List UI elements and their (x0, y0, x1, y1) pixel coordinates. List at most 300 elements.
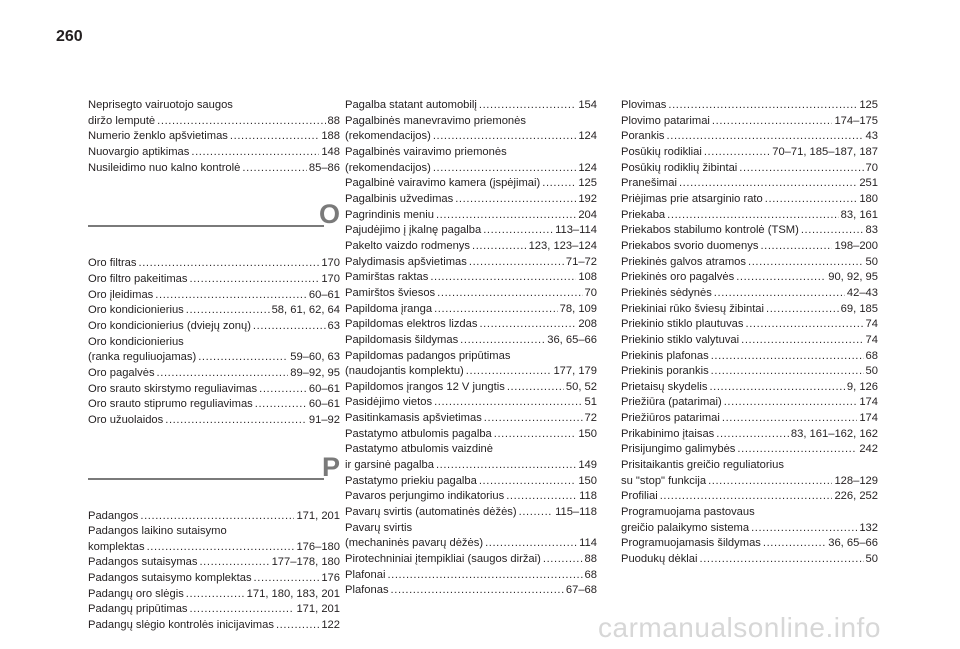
index-entry (88, 335, 340, 351)
entry-text: Priežiūros patarimai (621, 412, 720, 425)
page-reference: 67–68 (565, 584, 597, 597)
dot-leader (679, 176, 857, 192)
page-reference: 115–118 (555, 506, 597, 519)
entry-text: Pastatymo atbulomis pagalba (345, 427, 492, 440)
page-reference: 51 (584, 396, 597, 409)
entry-text: Papildoma įranga (345, 302, 433, 315)
page-reference: 150 (578, 474, 597, 487)
index-entry (621, 161, 878, 177)
index-column-3 (621, 98, 878, 568)
index-entry (621, 442, 878, 458)
dot-leader (712, 114, 833, 130)
entry-text: Pajudėjimo į įkalnę pagalba (345, 224, 482, 237)
page-reference: 88 (327, 114, 340, 127)
index-entry (345, 536, 597, 552)
index-entry (345, 552, 597, 568)
index-entry (621, 458, 878, 474)
entry-text: Priekabos svorio duomenys (621, 239, 759, 252)
section-divider (88, 478, 324, 480)
index-entry (88, 350, 340, 366)
page-reference: 69, 185 (840, 302, 878, 315)
dot-leader (746, 317, 864, 333)
entry-text: Numerio ženklo apšvietimas (88, 130, 228, 143)
dot-leader (186, 587, 245, 603)
entry-text: Pastatymo atbulomis vaizdinė (345, 443, 493, 456)
index-entry (345, 114, 597, 130)
entry-text: Oro užuolaidos (88, 413, 164, 426)
entry-text: Plafonas (345, 584, 389, 597)
page-reference: 63 (327, 319, 340, 332)
page-reference: 70–71, 185–187, 187 (772, 145, 878, 158)
dot-leader (668, 98, 857, 114)
entry-text: Pamirštos šviesos (345, 286, 436, 299)
entry-text: Pagalbinis užvedimas (345, 192, 454, 205)
index-entry (345, 583, 597, 599)
page-reference: 60–61 (308, 288, 340, 301)
index-entry (345, 176, 597, 192)
index-entry (88, 524, 340, 540)
entry-text: Priekaba (621, 208, 666, 221)
index-entry (345, 474, 597, 490)
page-reference: 70 (865, 161, 878, 174)
entry-text: Priekinis porankis (621, 365, 709, 378)
dot-leader (724, 395, 858, 411)
entry-text: Oro įleidimas (88, 288, 154, 301)
entry-text: (ranka reguliuojamas) (88, 351, 197, 364)
index-entry (345, 239, 597, 255)
page-reference: 177–178, 180 (271, 556, 340, 569)
page-reference: 242 (859, 443, 878, 456)
dot-leader (276, 618, 319, 634)
entry-text: diržo lemputė (88, 114, 156, 127)
page-reference: 176–180 (296, 540, 340, 553)
entry-text: Pasitinkamasis apšvietimas (345, 412, 482, 425)
page-reference: 150 (578, 427, 597, 440)
entry-text: Oro kondicionierius (88, 335, 184, 348)
dot-leader (479, 98, 576, 114)
entry-text: Priežiūra (patarimai) (621, 396, 722, 409)
index-entry (621, 521, 878, 537)
index-entry (88, 602, 340, 618)
entry-text: su "stop" funkcija (621, 474, 707, 487)
index-entry (345, 505, 597, 521)
entry-text: Pavarų svirtis (345, 521, 413, 534)
index-entry (88, 303, 340, 319)
dot-leader (485, 536, 577, 552)
index-entry (345, 208, 597, 224)
page-reference: 9, 126 (846, 380, 878, 393)
entry-text: Posūkių rodikliai (621, 145, 702, 158)
entry-text: Pasidėjimo vietos (345, 396, 433, 409)
page-reference: 36, 65–66 (828, 537, 878, 550)
entry-text: Prikabinimo įtaisas (621, 427, 715, 440)
index-entry (345, 129, 597, 145)
dot-leader (483, 223, 553, 239)
dot-leader (748, 255, 864, 271)
index-entry (621, 552, 878, 568)
dot-leader (189, 272, 319, 288)
entry-text: Profiliai (621, 490, 658, 503)
index-entry (621, 255, 878, 271)
dot-leader (716, 427, 789, 443)
page-reference: 132 (859, 521, 878, 534)
index-entry (621, 114, 878, 130)
index-entry (621, 349, 878, 365)
index-entry (621, 427, 878, 443)
dot-leader (255, 397, 307, 413)
index-entry (345, 161, 597, 177)
page-reference: 83, 161–162, 162 (790, 427, 878, 440)
dot-leader (751, 521, 857, 537)
page-reference: 108 (578, 271, 597, 284)
index-entry (88, 555, 340, 571)
entry-text: Priekinės oro pagalvės (621, 271, 735, 284)
entry-text: Porankis (621, 130, 665, 143)
entry-text: (mechaninės pavarų dėžės) (345, 537, 484, 550)
dot-leader (157, 366, 289, 382)
page-reference: 50, 52 (565, 380, 597, 393)
index-entry (621, 395, 878, 411)
page-reference: 118 (579, 490, 597, 503)
dot-leader (484, 411, 583, 427)
dot-leader (660, 489, 833, 505)
entry-text: Plafonai (345, 568, 386, 581)
dot-leader (140, 509, 294, 525)
index-entry (621, 286, 878, 302)
index-entry (621, 270, 878, 286)
page-reference: 68 (865, 349, 878, 362)
page-reference: 148 (321, 145, 340, 158)
page-reference: 176 (321, 572, 340, 585)
entry-text: Prisitaikantis greičio reguliatorius (621, 459, 784, 472)
dot-leader (479, 317, 576, 333)
entry-text: Pranešimai (621, 177, 677, 190)
entry-text: Pagalbinės vairavimo priemonės (345, 145, 507, 158)
dot-leader (506, 489, 577, 505)
index-entry (88, 571, 340, 587)
entry-text: ir garsinė pagalba (345, 459, 434, 472)
page-reference: 70 (584, 286, 597, 299)
entry-text: Pagalba statant automobilį (345, 99, 477, 111)
dot-leader (739, 161, 863, 177)
index-entry (88, 161, 340, 177)
section-letter: P (321, 451, 340, 482)
entry-text: komplektas (88, 540, 145, 553)
entry-text: Pavarų svirtis (automatinės dėžės) (345, 506, 517, 519)
index-entry (621, 98, 878, 114)
page-reference: 71–72 (565, 255, 597, 268)
index-entry (345, 458, 597, 474)
index-column-1 (88, 98, 340, 634)
dot-leader (507, 380, 564, 396)
section-header (88, 450, 340, 496)
dot-leader (155, 288, 307, 304)
dot-leader (186, 303, 270, 319)
index-entry (345, 286, 597, 302)
page-reference: 36, 65–66 (547, 333, 597, 346)
dot-leader (667, 129, 864, 145)
entry-text: Prisijungimo galimybės (621, 443, 736, 456)
index-entry (621, 192, 878, 208)
entry-text: Prietaisų skydelis (621, 380, 708, 393)
dot-leader (472, 239, 527, 255)
dot-leader (766, 302, 839, 318)
index-entry (621, 317, 878, 333)
index-entry (345, 192, 597, 208)
entry-text: Priekinio stiklo plautuvas (621, 318, 744, 331)
page-reference: 68 (584, 568, 597, 581)
entry-text: Nusileidimo nuo kalno kontrolė (88, 161, 241, 174)
index-entry (621, 129, 878, 145)
entry-text: Pagalbinė vairavimo kamera (įspėjimai) (345, 177, 541, 190)
index-entry (88, 114, 340, 130)
page-reference: 154 (578, 99, 597, 111)
page-reference: 198–200 (834, 239, 878, 252)
index-entry (345, 568, 597, 584)
index-entry (88, 587, 340, 603)
page-reference: 60–61 (308, 398, 340, 411)
dot-leader (242, 161, 307, 177)
page-reference: 58, 61, 62, 64 (271, 304, 340, 317)
dot-leader (479, 474, 576, 490)
dot-leader (191, 145, 319, 161)
index-entry (88, 366, 340, 382)
entry-text: Pastatymo priekiu pagalba (345, 474, 477, 487)
index-entry (345, 349, 597, 365)
index-entry (88, 145, 340, 161)
entry-text: Padangų oro slėgis (88, 587, 184, 600)
page-reference: 59–60, 63 (290, 351, 340, 364)
entry-text: (rekomendacijos) (345, 130, 431, 143)
index-entry (345, 521, 597, 537)
dot-leader (165, 413, 307, 429)
entry-text: Neprisegto vairuotojo saugos (88, 99, 233, 111)
entry-text: Priekabos stabilumo kontrolė (TSM) (621, 224, 799, 237)
index-entry (345, 442, 597, 458)
page-reference: 89–92, 95 (290, 366, 340, 379)
dot-leader (711, 349, 864, 365)
page-reference: 171, 180, 183, 201 (246, 587, 340, 600)
entry-text: Plovimas (621, 99, 667, 111)
entry-text: (rekomendacijos) (345, 161, 431, 174)
entry-text: Oro srauto skirstymo reguliavimas (88, 382, 258, 395)
entry-text: Papildomas elektros lizdas (345, 318, 478, 331)
index-entry (345, 270, 597, 286)
dot-leader (704, 145, 770, 161)
index-column-2 (345, 98, 597, 599)
index-entry (345, 145, 597, 161)
entry-text: Plovimo patarimai (621, 114, 710, 127)
index-entry (88, 272, 340, 288)
entry-text: Papildomasis šildymas (345, 333, 459, 346)
dot-leader (543, 552, 583, 568)
index-entry (88, 397, 340, 413)
dot-leader (199, 555, 269, 571)
index-entry (621, 536, 878, 552)
index-entry (345, 255, 597, 271)
page-reference: 174 (859, 396, 878, 409)
index-entry (621, 333, 878, 349)
page-reference: 180 (859, 192, 878, 205)
page-reference: 177, 179 (553, 365, 597, 378)
dot-leader (466, 364, 552, 380)
entry-text: Posūkių rodiklių žibintai (621, 161, 738, 174)
page-reference: 50 (865, 255, 878, 268)
dot-leader (436, 458, 576, 474)
dot-leader (469, 255, 564, 271)
page-reference: 88 (584, 553, 597, 566)
entry-text: Padangos (88, 509, 139, 522)
entry-text: Pavaros perjungimo indikatorius (345, 490, 505, 503)
index-entry (345, 302, 597, 318)
page-reference: 125 (859, 99, 878, 111)
page-reference: 90, 92, 95 (828, 271, 878, 284)
index-entry (345, 489, 597, 505)
dot-leader (157, 114, 325, 130)
dot-leader (667, 208, 839, 224)
page-reference: 170 (321, 272, 340, 285)
index-entry (345, 223, 597, 239)
dot-leader (542, 176, 576, 192)
dot-leader (433, 129, 577, 145)
page-reference: 124 (578, 130, 597, 143)
index-entry (621, 411, 878, 427)
entry-text: Priekinis plafonas (621, 349, 709, 362)
index-entry (88, 413, 340, 429)
dot-leader (700, 552, 864, 568)
dot-leader (433, 161, 577, 177)
index-entry (345, 411, 597, 427)
dot-leader (434, 395, 582, 411)
page-reference: 114 (579, 537, 597, 550)
index-entry (345, 427, 597, 443)
section-divider (88, 225, 324, 227)
dot-leader (708, 474, 832, 490)
page-reference: 174–175 (834, 114, 878, 127)
index-entry (621, 505, 878, 521)
dot-leader (259, 382, 307, 398)
dot-leader (391, 583, 564, 599)
entry-text: Priekinio stiklo valytuvai (621, 333, 740, 346)
page-reference: 50 (865, 365, 878, 378)
index-entry (621, 302, 878, 318)
entry-text: Oro srauto stiprumo reguliavimas (88, 398, 253, 411)
page-reference: 83, 161 (840, 208, 878, 221)
page-reference: 171, 201 (296, 603, 340, 616)
entry-text: Papildomas padangos pripūtimas (345, 349, 511, 362)
dot-leader (430, 270, 576, 286)
index-entry (345, 333, 597, 349)
page-reference: 174 (859, 412, 878, 425)
entry-text: Oro filtro pakeitimas (88, 272, 188, 285)
page-reference: 123, 123–124 (528, 239, 597, 252)
page-reference: 72 (584, 412, 597, 425)
page-reference: 42–43 (846, 286, 878, 299)
index-entry (621, 223, 878, 239)
index-entry (345, 395, 597, 411)
page-reference: 74 (865, 318, 878, 331)
watermark-text: carmanualsonline.info (598, 612, 881, 643)
entry-text: Papildomos įrangos 12 V jungtis (345, 380, 505, 393)
page-reference: 128–129 (834, 474, 878, 487)
page-reference: 124 (578, 161, 597, 174)
entry-text: (naudojantis komplektu) (345, 365, 464, 378)
page-reference: 208 (578, 318, 597, 331)
entry-text: Oro filtras (88, 257, 137, 270)
entry-text: Pagalbinės manevravimo priemonės (345, 114, 526, 127)
entry-text: Pagrindinis meniu (345, 208, 434, 221)
dot-leader (139, 256, 320, 272)
entry-text: Palydimasis apšvietimas (345, 255, 467, 268)
page-reference: 85–86 (308, 161, 340, 174)
index-entry (88, 540, 340, 556)
dot-leader (253, 319, 326, 335)
dot-leader (254, 571, 320, 587)
index-entry (621, 176, 878, 192)
page-reference: 226, 252 (834, 490, 878, 503)
entry-text: Pirotechniniai įtempikliai (saugos diržai) (345, 553, 541, 566)
page-reference: 122 (321, 619, 340, 632)
index-entry (345, 364, 597, 380)
dot-leader (455, 192, 576, 208)
entry-text: Programuojama pastovaus (621, 506, 755, 519)
dot-leader (737, 442, 857, 458)
dot-leader (765, 192, 858, 208)
index-entry (621, 145, 878, 161)
entry-text: Oro kondicionierius (88, 304, 184, 317)
index-entry (621, 489, 878, 505)
dot-leader (147, 540, 295, 556)
index-entry (88, 319, 340, 335)
page-reference: 74 (865, 333, 878, 346)
dot-leader (230, 129, 319, 145)
index-entry (345, 98, 597, 114)
entry-text: greičio palaikymo sistema (621, 521, 750, 534)
index-entry (621, 474, 878, 490)
entry-text: Padangos laikino sutaisymo (88, 525, 227, 538)
dot-leader (198, 350, 288, 366)
entry-text: Oro pagalvės (88, 366, 155, 379)
entry-text: Priekiniai rūko šviesų žibintai (621, 302, 765, 315)
index-entry (88, 98, 340, 114)
page-reference: 170 (321, 257, 340, 270)
entry-text: Pakelto vaizdo rodmenys (345, 239, 470, 252)
index-entry (88, 288, 340, 304)
page-reference: 192 (578, 192, 597, 205)
entry-text: Oro kondicionierius (dviejų zonų) (88, 319, 251, 332)
dot-leader (714, 286, 845, 302)
entry-text: Padangos sutaisymo komplektas (88, 572, 252, 585)
entry-text: Padangų pripūtimas (88, 603, 188, 616)
index-entry (345, 380, 597, 396)
page-reference: 78, 109 (559, 302, 597, 315)
entry-text: Pamirštas raktas (345, 271, 429, 284)
page-reference: 43 (865, 130, 878, 143)
index-entry (345, 317, 597, 333)
index-entry (621, 380, 878, 396)
index-entry (88, 129, 340, 145)
index-entry (88, 618, 340, 634)
index-entry (88, 509, 340, 525)
page-reference: 60–61 (308, 382, 340, 395)
dot-leader (709, 380, 844, 396)
page-reference: 91–92 (308, 413, 340, 426)
dot-leader (387, 568, 582, 584)
section-header (88, 197, 340, 243)
dot-leader (436, 208, 576, 224)
dot-leader (763, 536, 826, 552)
dot-leader (434, 302, 558, 318)
